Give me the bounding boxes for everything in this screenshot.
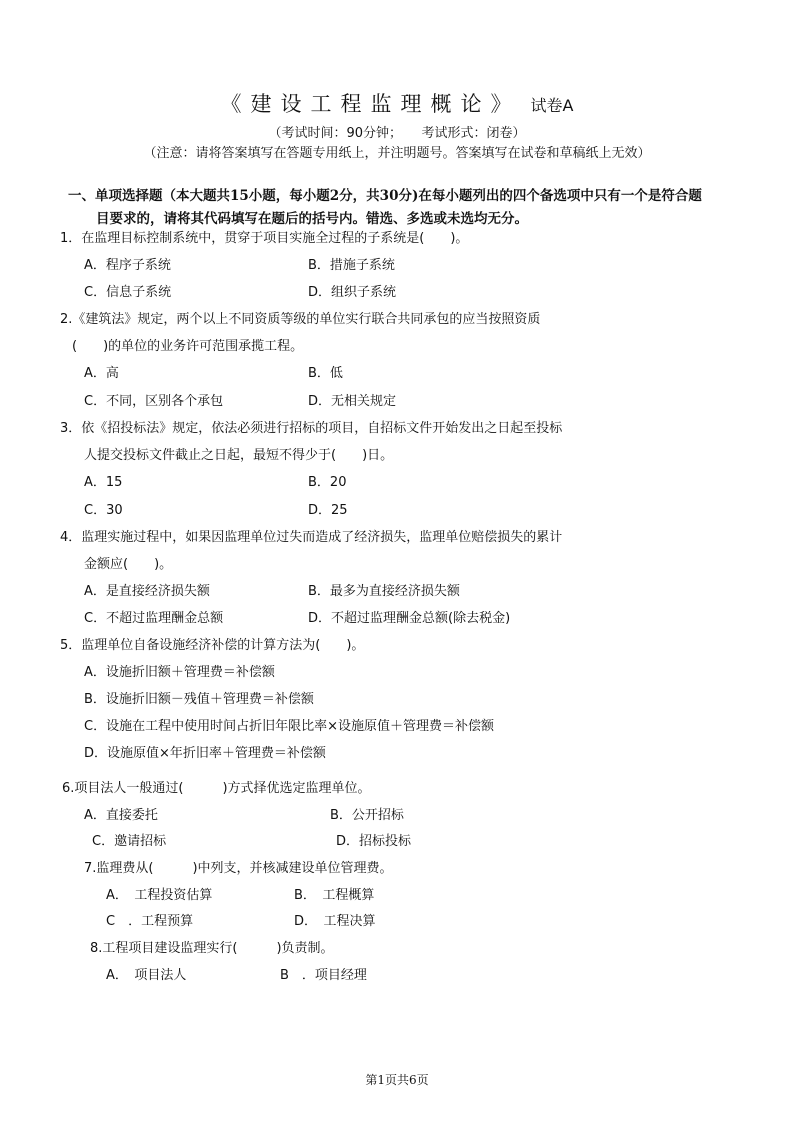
question-4-option-d: D．不超过监理酬金总额(除去税金) (308, 611, 511, 626)
question-7-option-d: D． 工程决算 (294, 914, 376, 929)
question-6-option-c: C．邀请招标 (92, 834, 167, 849)
exam-paper-label: 试卷A (530, 96, 574, 115)
question-6-option-b: B．公开招标 (330, 808, 404, 823)
question-2-option-d: D．无相关规定 (308, 394, 397, 409)
question-3-option-a: A．15 (84, 475, 123, 490)
question-1-stem: 1．在监理目标控制系统中，贯穿于项目实施全过程的子系统是( )。 (60, 231, 469, 246)
question-8-stem: 8.工程项目建设监理实行( )负责制。 (90, 941, 334, 956)
section-heading-line1: 一、单项选择题（本大题共15小题，每小题2分，共30分)在每小题列出的四个备选项中只有一个是符合题 (68, 188, 702, 204)
question-3-option-c: C．30 (84, 503, 123, 518)
question-2-stem-line1: 2.《建筑法》规定，两个以上不同资质等级的单位实行联合共同承包的应当按照资质 (60, 312, 541, 327)
question-4-option-a: A．是直接经济损失额 (84, 584, 210, 599)
question-4-stem-line2: 金额应( )。 (84, 557, 173, 572)
question-3-option-d: D．25 (308, 503, 348, 518)
question-2-stem-line2: ( )的单位的业务许可范围承揽工程。 (72, 339, 304, 354)
exam-notice: （注意：请将答案填写在答题专用纸上，并注明题号。答案填写在试卷和草稿纸上无效） (143, 146, 651, 161)
question-7-option-a: A． 工程投资估算 (106, 888, 213, 903)
question-5-stem: 5．监理单位自备设施经济补偿的计算方法为( )。 (60, 638, 365, 653)
section-heading-line2: 目要求的，请将其代码填写在题后的括号内。错选、多选或未选均无分。 (96, 211, 528, 227)
exam-info: （考试时间：90分钟； 考试形式：闭卷） (268, 126, 526, 141)
question-5-option-b: B．设施折旧额－残值＋管理费＝补偿额 (84, 692, 314, 707)
exam-title (0, 88, 794, 118)
page-number: 第1页共6页 (365, 1073, 429, 1087)
question-5-option-c: C．设施在工程中使用时间占折旧年限比率×设施原值＋管理费＝补偿额 (84, 719, 494, 734)
question-3-stem-line2: 人提交投标文件截止之日起，最短不得少于( )日。 (84, 448, 394, 463)
question-2-option-c: C．不同，区别各个承包 (84, 394, 224, 409)
question-2-option-b: B．低 (308, 366, 343, 381)
question-8-option-b: B ．项目经理 (280, 968, 367, 983)
question-6-option-d: D．招标投标 (336, 834, 412, 849)
question-4-stem-line1: 4．监理实施过程中，如果因监理单位过失而造成了经济损失，监理单位赔偿损失的累计 (60, 530, 563, 545)
question-2-option-a: A．高 (84, 366, 119, 381)
question-5-option-a: A．设施折旧额＋管理费＝补偿额 (84, 665, 275, 680)
question-1-option-c: C．信息子系统 (84, 285, 172, 300)
question-6-option-a: A．直接委托 (84, 808, 158, 823)
question-3-option-b: B．20 (308, 475, 347, 490)
question-1-option-b: B．措施子系统 (308, 258, 395, 273)
question-4-option-c: C．不超过监理酬金总额 (84, 611, 224, 626)
question-6-stem: 6.项目法人一般通过( )方式择优选定监理单位。 (62, 781, 371, 796)
question-1-option-a: A．程序子系统 (84, 258, 171, 273)
question-7-option-c: C ．工程预算 (106, 914, 194, 929)
exam-title-main: 《建设工程监理概论》 (220, 92, 521, 116)
question-1-option-d: D．组织子系统 (308, 285, 397, 300)
question-7-stem: 7.监理费从( )中列支，并核减建设单位管理费。 (84, 861, 393, 876)
question-8-option-a: A． 项目法人 (106, 968, 187, 983)
question-5-option-d: D．设施原值×年折旧率＋管理费＝补偿额 (84, 746, 326, 761)
question-3-stem-line1: 3．依《招投标法》规定，依法必须进行招标的项目，自招标文件开始发出之日起至投标 (60, 421, 563, 436)
question-7-option-b: B． 工程概算 (294, 888, 375, 903)
question-4-option-b: B．最多为直接经济损失额 (308, 584, 460, 599)
